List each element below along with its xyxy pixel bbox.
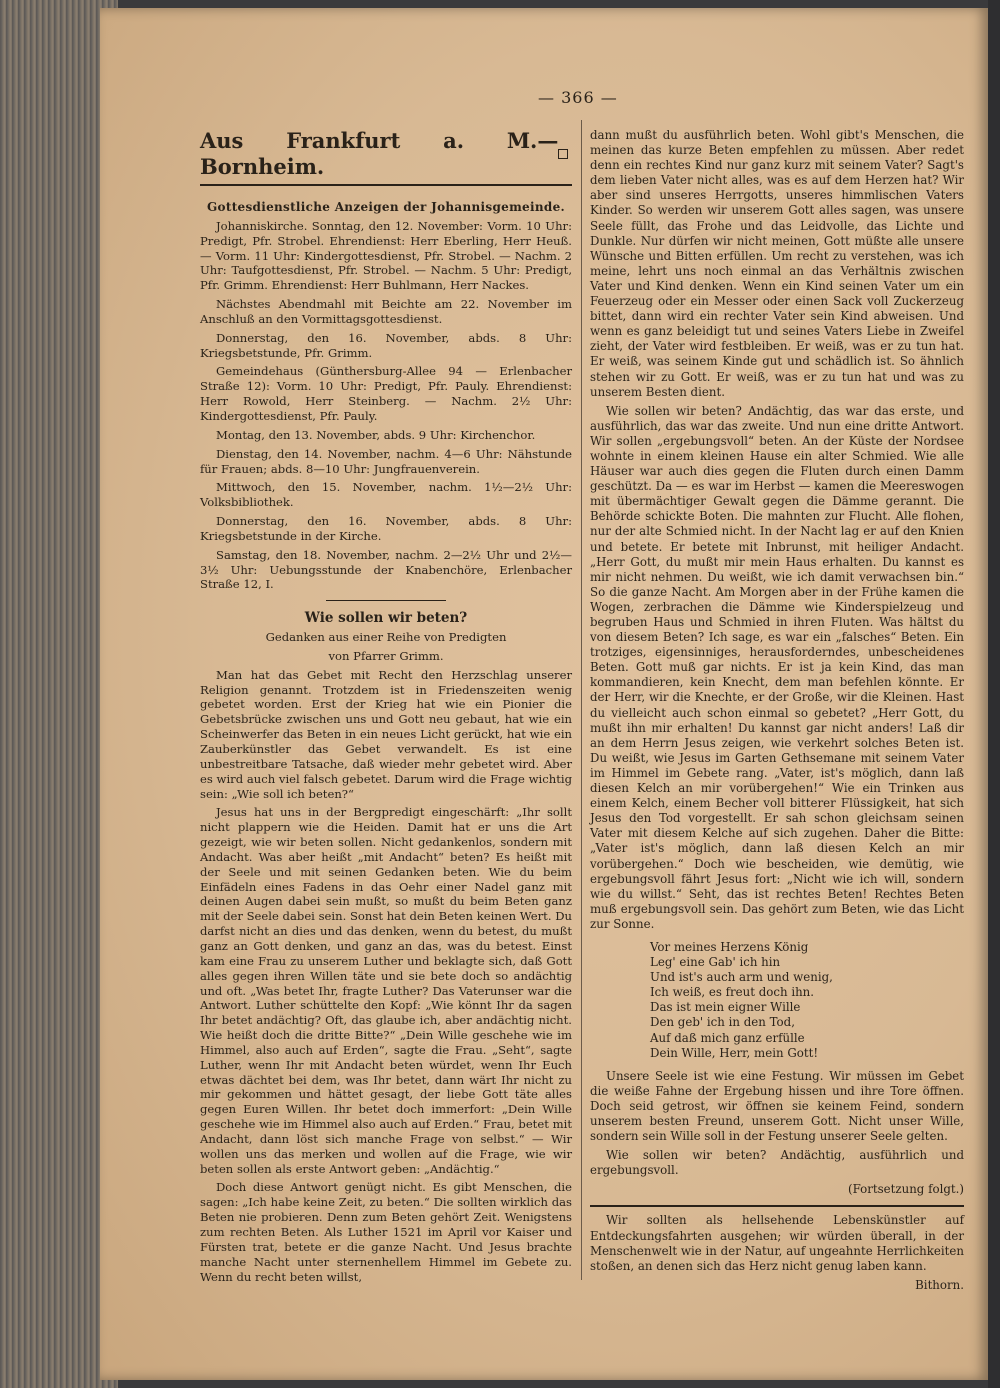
left-column	[200, 128, 572, 1288]
article-paragraph: Jesus hat uns in der Bergpredigt eingeschärft: „Ihr sollt nicht plappern wie die Heiden. Damit hat er uns die Art gezeigt, wie wir beten sollen. Nicht gedankenlos, sondern mit Andacht. Was aber heißt „mit Andacht“ beten? Es heißt mit der Seele und mit seinen Gedanken beten. Wie du beim Einfädeln eines Fadens in das Oehr einer Nadel ganz mit deinen Augen dabei sein mußt, so mußt du beim Beten ganz mit der Seele dabei sein. Sonst hat dein Beten keinen Wert. Du darfst nicht an dies und das denken, wenn du betest, du mußt ganz an Gott denken, und ganz an das, was du betest. Einst kam eine Frau zu unserem Luther und beklagte sich, daß Gott alles gegen ihren Willen täte und sie bete doch so andächtig und oft. „Was betet Ihr, fragte Luther? Das Vaterunser war die Antwort. Luther schüttelte den Kopf: „Wie könnt Ihr da sagen Ihr betet andächtig? Oft, das glaube ich, aber andächtig nicht. Wie heißt doch die dritte Bitte?“ „Dein Wille geschehe wie im Himmel, also auch auf Erden“, sagte die Frau. „Seht“, sagte Luther, wenn Ihr mit Andacht beten würdet, wenn Ihr Euch etwas dächtet bei dem, was Ihr betet, dann wärt Ihr nicht zu mir gekommen und hättet gesagt, der liebe Gott täte alles gegen Euren Willen. Ihr betet doch immerfort: „Dein Wille geschehe wie im Himmel also auch auf Erden.“ Frau, betet mit Andacht, dann löst sich manche Frage von selbst.“ — Wir wollen uns das merken und wollen auf die Frage, wie wir beten sollen als erste Antwort geben: „Andächtig.“	[200, 805, 572, 1176]
announcement: Gemeindehaus (Günthersburg-Allee 94 — Erlenbacher Straße 12): Vorm. 10 Uhr: Predigt, Pfr. Pauly. Ehrendienst: Herr Rowold, Herr Steinberg. — Nachm. 2½ Uhr: Kindergottesdienst, Pfr. Pauly.	[200, 364, 572, 423]
page-number: — 366 —	[538, 88, 618, 107]
notice-rule	[590, 1205, 964, 1207]
poem-line: Auf daß mich ganz erfülle	[650, 1030, 805, 1045]
poem-line: Dein Wille, Herr, mein Gott!	[650, 1045, 819, 1060]
article-author: von Pfarrer Grimm.	[328, 648, 444, 663]
background-strip	[988, 0, 1000, 1388]
poem	[650, 940, 964, 1061]
article-subtitle: Gedanken aus einer Reihe von Predigten	[265, 630, 507, 645]
announcement: Samstag, den 18. November, nachm. 2—2½ Uhr und 2½—3½ Uhr: Uebungsstunde der Knabenchöre, Erlenbacher Straße 12, I.	[200, 547, 572, 592]
article-paragraph: Wie sollen wir beten? Andächtig, das war das erste, und ausführlich, das war das zweite. Und nun eine dritte Antwort. Wir sollen „ergebungsvoll“ beten. An der Küste der Nordsee wohnte in einem kleinen Hause ein alter Schmied. Wie alle Häuser war auch dies gegen die Fluten durch einen Damm geschützt. Da — es war im Herbst — kamen die Meereswogen mit übermächtiger Gewalt gegen die Dämme gerannt. Die Behörde schickte Boten. Die mahnten zur Flucht. Alle flohen, nur der alte Schmied nicht. In der Nacht lag er auf den Knien und betete. Er betete mit Inbrunst, mit heiliger Andacht. „Herr Gott, du mußt mir mein Haus erhalten. Du kannst es mir nicht nehmen. Du weißt, wie ich damit verwachsen bin.“ So die ganze Nacht. Am Morgen aber in der Frühe kamen die Wogen, zerbrachen die Dämme wie Kinderspielzeug und begruben Haus und Schmied in ihren Fluten. Was hältst du von diesem Beten? Ich sage, es war ein „falsches“ Beten. Ein trotziges, eigensinniges, herausforderndes, unbescheidenes Beten. Gott muß gar nichts. Er ist ja kein Kind, das man kommandieren, kein Knecht, dem man befehlen könnte. Er der Herr, wir die Knechte, er der Große, wir die Kleinen. Hast du vielleicht auch schon einmal so gebetet? „Herr Gott, du mußt ihn mir erhalten! Du kannst gar nicht anders! Laß dir an dem Herrn Jesus zeigen, wie verkehrt solches Beten ist. Du weißt, wie Jesus im Garten Gethsemane mit seinem Vater im Himmel im Gebete rang. „Vater, ist's möglich, dann laß diesen Kelch an mir vorübergehen!“ Wie ein Trinken aus einem Kelch, einem Becher voll bitterer Flüssigkeit, hat sich Jesus den Tod vorgestellt. Er sah schon gleichsam seinen Vater mit diesem Kelche auf sich zugehen. Daher die Bitte: „Vater ist's möglich, dann laß diesen Kelch an mir vorübergehen.“ Doch wie bescheiden, wie demütig, wie ergebungsvoll fährt Jesus fort: „Nicht wie ich will, sondern wie du willst.“ Seht, das ist rechtes Beten! Rechtes Beten muß ergebungsvoll sein. Das gehört zum Beten, wie das Licht zur Sonne.	[590, 403, 964, 931]
section-header	[200, 128, 572, 180]
announcement: Donnerstag, den 16. November, abds. 8 Uhr: Kriegsbetstunde, Pfr. Grimm.	[200, 330, 572, 360]
poem-line: Leg' eine Gab' ich hin	[650, 955, 781, 970]
announcement: Montag, den 13. November, abds. 9 Uhr: Kirchenchor.	[216, 427, 536, 442]
announcements-heading: Gottesdienstliche Anzeigen der Johannisgemeinde.	[207, 200, 565, 214]
announcement: Dienstag, den 14. November, nachm. 4—6 Uhr: Nähstunde für Frauen; abds. 8—10 Uhr: Jungfrauenverein.	[200, 446, 572, 476]
poem-line: Vor meines Herzens König	[650, 939, 809, 954]
notice-text: Wir sollten als hellsehende Lebenskünstler auf Entdeckungsfahrten ausgehen; wir würden überall, in der Menschenwelt wie in der Natur, auf ungeahnte Herrlichkeiten stoßen, an denen sich das Herz nicht genug laben kann.	[590, 1213, 964, 1273]
article-paragraph: Unsere Seele ist wie eine Festung. Wir müssen im Gebet die weiße Fahne der Ergebung hissen und ihre Tore öffnen. Doch seid getrost, wir öffnen sie keinem Feind, sondern unserem besten Freund, unserem Gott. Nicht unser Wille, sondern sein Wille soll in der Festung unserer Seele gelten.	[590, 1068, 964, 1144]
poem-line: Ich weiß, es freut doch ihn.	[650, 985, 815, 1000]
article-paragraph: Wie sollen wir beten? Andächtig, ausführlich und ergebungsvoll.	[590, 1148, 964, 1178]
square-ornament-icon	[558, 149, 568, 159]
announcement: Mittwoch, den 15. November, nachm. 1½—2½ Uhr: Volksbibliothek.	[200, 480, 572, 510]
article-paragraph: Man hat das Gebet mit Recht den Herzschlag unserer Religion genannt. Trotzdem ist in Friedenszeiten wenig gebetet worden. Erst der Krieg hat wie ein Pionier die Gebetsbrücke zwischen uns und Gott neu gebaut, hat wie ein Scheinwerfer das Beten in ein neues Licht gerückt, hat wie ein Zauberkünstler das Gebet verwandelt. Es ist eine unbestreitbare Tatsache, daß wieder mehr gebetet wird. Aber es wird auch viel falsch gebetet. Darum wird die Frage wichtig sein: „Wie soll ich beten?“	[200, 667, 572, 801]
right-column	[590, 128, 964, 1297]
announcement: Johanniskirche. Sonntag, den 12. November: Vorm. 10 Uhr: Predigt, Pfr. Strobel. Ehrendienst: Herr Eberling, Herr Heuß. — Vorm. 11 Uhr: Kindergottesdienst, Pfr. Strobel. — Nachm. 2 Uhr: Taufgottesdienst, Pfr. Strobel. — Nachm. 5 Uhr: Predigt, Pfr. Grimm. Ehrendienst: Herr Buhlmann, Herr Nackes.	[200, 218, 572, 293]
poem-line: Und ist's auch arm und wenig,	[650, 970, 833, 985]
poem-line: Den geb' ich in den Tod,	[650, 1015, 795, 1030]
announcement: Nächstes Abendmahl mit Beichte am 22. November im Anschluß an den Vormittagsgottesdienst.	[200, 297, 572, 326]
notice-author: Bithorn.	[915, 1277, 964, 1292]
article-paragraph: dann mußt du ausführlich beten. Wohl gibt's Menschen, die meinen das kurze Beten empfehlen zu müssen. Aber redet denn ein rechtes Kind nur ganz kurz mit seinem Vater? Sagt's dem lieben Vater nicht alles, was es auf dem Herzen hat? Wir aber sind unseres Herrgotts, unseres himmlischen Vaters Kinder. So werden wir unserem Gott alles sagen, was unsere Seele füllt, das Frohe und das Leidvolle, das Lichte und Dunkle. Nur dürfen wir nicht meinen, Gott müßte alle unsere Wünsche und Bitten erfüllen. Um recht zu verstehen, was ich meine, lehrt uns noch einmal an das Verhältnis zwischen Vater und Kind denken. Wenn ein Kind seinen Vater um ein Feuerzeug oder ein Messer oder einen Sack voll Zuckerzeug bittet, dann wird ein rechter Vater sein Kind abweisen. Und wenn es ganz beleidigt tut und seines Vaters Liebe in Zweifel zieht, der Vater wird festbleiben. Er weiß, was er zu tun hat. Er weiß, was seinem Kinde gut und schädlich ist. So ähnlich stehen wir zu Gott. Er weiß, was er zu tun hat und was zu unserem Besten dient.	[590, 128, 964, 399]
poem-line: Das ist mein eigner Wille	[650, 1000, 801, 1015]
section-separator	[326, 600, 446, 601]
notice	[590, 1213, 964, 1292]
section-header-text: Aus Frankfurt a. M.—Bornheim.	[200, 128, 559, 179]
article-paragraph: Doch diese Antwort genügt nicht. Es gibt Menschen, die sagen: „Ich habe keine Zeit, zu beten.“ Die sollten wirklich das Beten nie probieren. Denn zum Beten gehört Zeit. Wenigstens zum rechten Beten. Als Luther 1521 im April vor Kaiser und Fürsten trat, betete er die ganze Nacht. Und Jesus brachte manche Nacht unter sternenhellem Himmel im Gebete zu. Wenn du recht beten willst,	[200, 1180, 572, 1284]
column-divider	[581, 120, 582, 1280]
article-title: Wie sollen wir beten?	[304, 610, 468, 627]
continuation-note: (Fortsetzung folgt.)	[848, 1182, 964, 1197]
header-rule	[200, 184, 572, 186]
announcement: Donnerstag, den 16. November, abds. 8 Uhr: Kriegsbetstunde in der Kirche.	[200, 514, 572, 543]
